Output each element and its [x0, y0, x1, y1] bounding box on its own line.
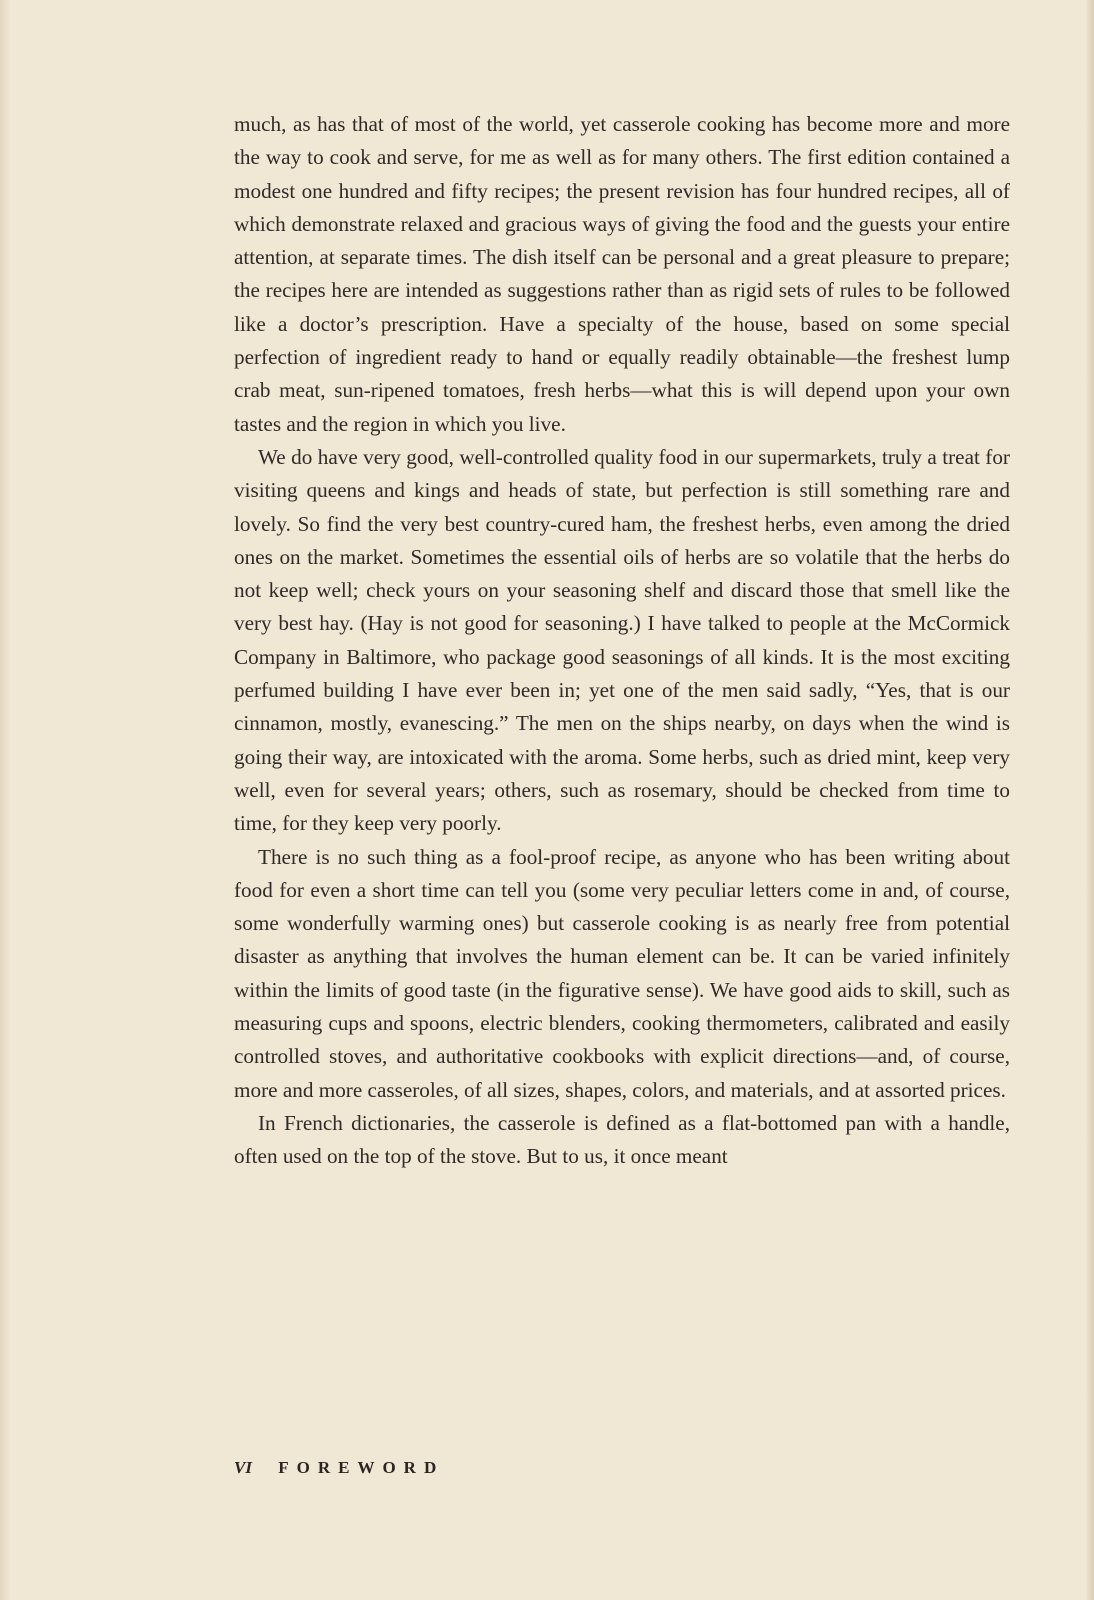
paragraph-4: In French dictionaries, the casserole is defined as a flat-bottomed pan with a handle, often used on the top of the stove. But to us, it once meant	[234, 1110, 1010, 1169]
body-text	[234, 108, 1010, 1174]
paragraph-1: much, as has that of most of the world, yet casserole cooking has become more and more the way to cook and serve, for me as well as for many others. The first edition contained a modest one hundred and fifty recipes; the present revision has four hundred recipes, all of which demonstrate relaxed and gracious ways of giving the food and the guests your entire attention, at separate times. The dish itself can be personal and a great pleasure to prepare; the recipes here are intended as suggestions rather than as rigid sets of rules to be followed like a doctor’s prescription. Have a specialty of the house, based on some special perfection of ingredient ready to hand or equally readily obtainable—the freshest lump crab meat, sun-ripened tomatoes, fresh herbs—what this is will depend upon your own tastes and the region in which you live.	[234, 112, 1010, 436]
running-head: FOREWORD	[278, 1458, 445, 1477]
paragraph-3: There is no such thing as a fool-proof recipe, as anyone who has been writing about food for even a short time can tell you (some very peculiar letters come in and, of course, some wonderfully warming ones) but casserole cooking is as nearly free from potential disaster as anything that involves the human element can be. It can be varied infinitely within the limits of good taste (in the figurative sense). We have good aids to skill, such as measuring cups and spoons, electric blenders, cooking thermometers, calibrated and easily controlled stoves, and authoritative cookbooks with explicit directions—and, of course, more and more casseroles, of all sizes, shapes, colors, and materials, and at assorted prices.	[234, 844, 1010, 1102]
page-number: VI	[234, 1458, 252, 1477]
page-footer	[234, 1458, 444, 1478]
page-right-edge	[1086, 0, 1094, 1600]
page-left-edge	[0, 0, 10, 1600]
paragraph-2: We do have very good, well-controlled quality food in our supermarkets, truly a treat for visiting queens and kings and heads of state, but perfection is still something rare and lovely. So find the very best country-cured ham, the freshest herbs, even among the dried ones on the market. Sometimes the essential oils of herbs are so volatile that the herbs do not keep well; check yours on your seasoning shelf and discard those that smell like the very best hay. (Hay is not good for seasoning.) I have talked to people at the McCormick Company in Baltimore, who package good seasonings of all kinds. It is the most exciting perfumed building I have ever been in; yet one of the men said sadly, “Yes, that is our cinnamon, mostly, evanescing.” The men on the ships nearby, on days when the wind is going their way, are intoxicated with the aroma. Some herbs, such as dried mint, keep very well, even for several years; others, such as rosemary, should be checked from time to time, for they keep very poorly.	[234, 444, 1010, 836]
